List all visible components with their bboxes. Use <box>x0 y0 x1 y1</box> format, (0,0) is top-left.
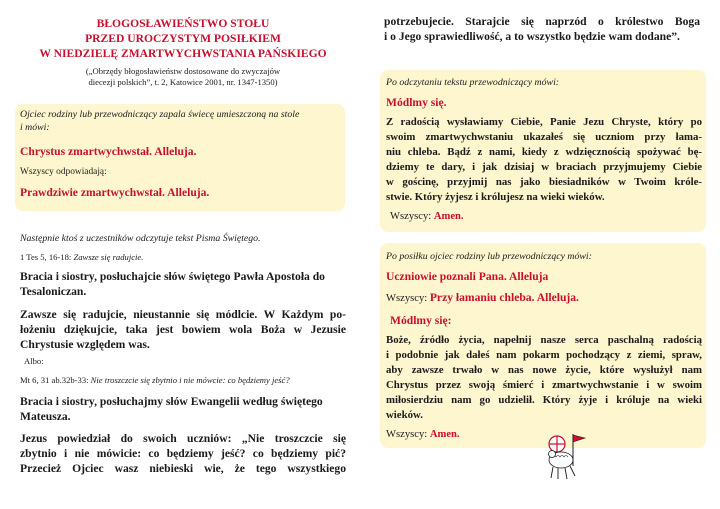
text-line: wieków. <box>386 409 423 421</box>
text-line: niu chleba. Bądź z nami, kiedy z wdzięcznością spożywać bę- <box>386 146 702 158</box>
reading1-ref-number: 1 Tes 5, 16-18: <box>20 252 72 262</box>
text-line: Bracia i siostry, posłuchajcie słów świętego Pawła Apostoła do <box>20 270 325 283</box>
title-line: BŁOGOSŁAWIEŃSTWO STOŁU <box>96 17 270 30</box>
text-line: Mateusza. <box>20 410 71 423</box>
all-amen-2 <box>386 428 460 442</box>
reading2-intro <box>20 394 346 424</box>
document-title <box>20 16 346 61</box>
pray-invitation: Módlmy się. <box>386 96 447 109</box>
leader-acclamation: Chrystus zmartwychwstał. Alleluja. <box>20 145 197 158</box>
text-line: miłosierdziu nam go udzielił. Który żyje i króluje na wieki <box>386 394 702 406</box>
text-line: Chrystus przez swoją śmierć i zmartwychwstanie i w swoim <box>386 379 702 391</box>
all-label: Wszyscy: <box>386 293 428 304</box>
text-line: swoim zmartwychwstaniu ukazałeś się uczniom przy łama- <box>386 131 702 143</box>
reading-instruction: Następnie ktoś z uczestników odczytuje tekst Pisma Świętego. <box>20 233 261 244</box>
reading1-ref-title: Zawsze się radujcie. <box>73 252 144 262</box>
source-line: diecezji polskich”, t. 2, Katowice 2001, nr. 1347-1350) <box>88 77 278 87</box>
title-line: W NIEDZIELĘ ZMARTWYCHWSTANIA PAŃSKIEGO <box>39 47 327 60</box>
text-line: Z radością wysławiamy Ciebie, Panie Jezu Chryste, który po <box>386 116 702 128</box>
reading1-intro <box>20 269 346 299</box>
instruction-line: Ojciec rodziny lub przewodniczący zapala świecę umieszczoną na stole <box>20 109 300 120</box>
title-line: PRZED UROCZYSTYM POSIŁKIEM <box>85 32 281 45</box>
text-line: Jezus powiedział do swoich uczniów: „Nie troszczcie się <box>20 432 346 445</box>
text-line: i o Jego sprawiedliwość, a to wszystko będzie wam dodane”. <box>384 30 680 43</box>
reading2-text <box>20 431 346 476</box>
amen-response: Amen. <box>433 211 464 222</box>
reading2-ref-title: Nie troszczcie się zbytnio i nie mówcie: co będziemy jeść? <box>90 375 290 385</box>
text-line: Przecież Ojciec wasz niebieski wie, że tego wszystkiego <box>20 462 346 475</box>
text-line: Tesaloniczan. <box>20 285 87 298</box>
text-line: łożeniu dziękujcie, taka jest bowiem wola Boża w Jezusie <box>20 323 346 336</box>
opening-instruction <box>20 108 342 134</box>
blessing-prayer <box>386 115 702 205</box>
all-respond-label: Wszyscy odpowiadają: <box>20 167 107 177</box>
text-line: zbytnio i nie mówicie: co będziemy jeść? co będziemy pić? <box>20 447 346 460</box>
text-line: i podobnie jak dałeś nam pokarm pochodzący z ziemi, spraw, <box>386 349 702 361</box>
text-line: Boże, źródło życia, napełnij nasze serca paschalną radością <box>386 334 702 346</box>
reading1-text <box>20 307 346 352</box>
instruction-line: i mówi: <box>20 122 50 133</box>
reading1-reference <box>20 252 143 263</box>
paschal-lamb-icon <box>543 432 587 482</box>
source-note <box>20 66 346 88</box>
closing-instruction: Po posiłku ojciec rodziny lub przewodniczący mówi: <box>386 251 592 262</box>
text-line: dziemy te dary, i jak dzisiaj w braciach przyjmujemy Ciebie <box>386 161 702 173</box>
reading2-continuation <box>384 14 700 44</box>
all-closing-response <box>386 291 579 306</box>
reading2-ref-number: Mt 6, 31 ab.32b-33: <box>20 375 89 385</box>
pray-invitation-2: Módlmy się: <box>390 314 452 327</box>
closing-prayer <box>386 333 702 423</box>
albo-label: Albo: <box>24 356 44 366</box>
all-label: Wszyscy: <box>386 429 428 440</box>
all-acclamation: Prawdziwie zmartwychwstał. Alleluja. <box>20 186 210 199</box>
text-line: Chrystusie względem was. <box>20 338 150 351</box>
text-line: stwie. Który żyjesz i królujesz na wieki wieków. <box>386 191 605 203</box>
all-label: Wszyscy: <box>390 211 432 222</box>
source-line: („Obrzędy błogosławieństw dostosowane do zwyczajów <box>85 66 281 76</box>
text-line: aby zawsze trwało w nas nowe życie, które wysłużył nam <box>386 364 702 376</box>
text-line: Bracia i siostry, posłuchajmy słów Ewangelii według świętego <box>20 395 323 408</box>
reading2-reference <box>20 375 290 386</box>
text-line: w gościnę, przyjmij nas jako biesiadników w Twoim króle- <box>386 176 702 188</box>
all-amen-1 <box>390 210 464 224</box>
amen-response: Amen. <box>429 429 460 440</box>
prayer-instruction: Po odczytaniu tekstu przewodniczący mówi: <box>386 77 560 88</box>
text-line: Zawsze się radujcie, nieustannie się módlcie. W Każdym po- <box>20 308 346 321</box>
all-closing-line: Przy łamaniu chleba. Alleluja. <box>429 291 579 304</box>
text-line: potrzebujecie. Starajcie się naprzód o królestwo Boga <box>384 15 700 28</box>
leader-closing-line: Uczniowie poznali Pana. Alleluja <box>386 270 549 283</box>
